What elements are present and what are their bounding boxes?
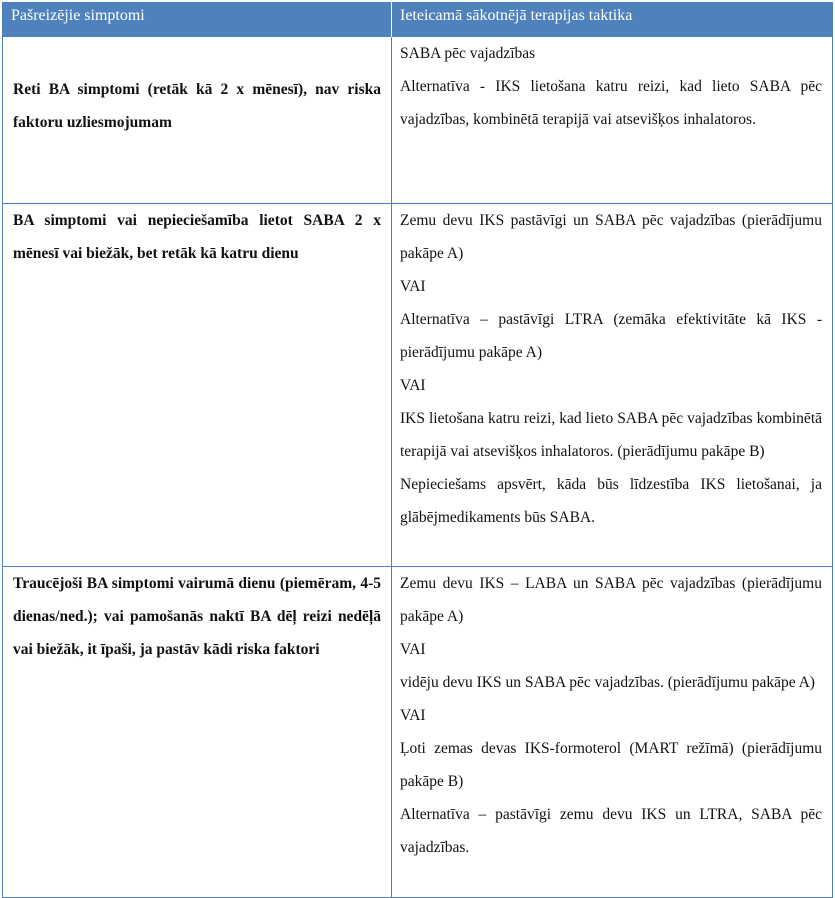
therapy-cell xyxy=(392,567,833,898)
header-current-symptoms: Pašreizējie simptomi xyxy=(3,3,392,37)
therapy-line: Alternatīva – pastāvīgi zemu devu IKS un LTRA, SABA pēc vajadzības. xyxy=(400,806,822,856)
therapy-or: VAI xyxy=(400,377,426,394)
therapy-table xyxy=(2,2,833,898)
symptoms-cell xyxy=(3,204,392,567)
table-row xyxy=(3,204,833,567)
therapy-or: VAI xyxy=(400,278,426,295)
therapy-cell xyxy=(392,37,833,204)
symptoms-cell xyxy=(3,567,392,898)
therapy-or: VAI xyxy=(400,641,426,658)
therapy-line: Alternatīva - IKS lietošana katru reizi, kad lieto SABA pēc vajadzības, kombinētā terapijā vai atsevišķos inhalatoros. xyxy=(400,78,822,128)
header-recommended-therapy: Ieteicamā sākotnējā terapijas taktika xyxy=(392,3,833,37)
symptoms-text: Reti BA simptomi (retāk kā 2 x mēnesī), nav riska faktoru uzliesmojumam xyxy=(13,81,381,131)
symptoms-cell xyxy=(3,37,392,204)
table-row xyxy=(3,567,833,898)
table-row xyxy=(3,37,833,204)
therapy-line: Zemu devu IKS pastāvīgi un SABA pēc vajadzības (pierādījumu pakāpe A) xyxy=(400,212,822,262)
table-header-row xyxy=(3,3,833,37)
symptoms-text: Traucējoši BA simptomi vairumā dienu (piemēram, 4-5 dienas/ned.); vai pamošanās naktī BA dēļ reizi nedēļā vai biežāk, it īpaši, ja pastāv kādi riska faktori xyxy=(13,575,381,658)
therapy-or: VAI xyxy=(400,707,426,724)
therapy-line: IKS lietošana katru reizi, kad lieto SABA pēc vajadzības kombinētā terapijā vai atsevišķos inhalatoros. (pierādījumu pakāpe B) xyxy=(400,410,822,460)
therapy-line: Alternatīva – pastāvīgi LTRA (zemāka efektivitāte kā IKS - pierādījumu pakāpe A) xyxy=(400,311,822,361)
therapy-cell xyxy=(392,204,833,567)
therapy-line: Zemu devu IKS – LABA un SABA pēc vajadzības (pierādījumu pakāpe A) xyxy=(400,575,822,625)
therapy-line: Ļoti zemas devas IKS-formoterol (MART režīmā) (pierādījumu pakāpe B) xyxy=(400,740,822,790)
therapy-line: vidēju devu IKS un SABA pēc vajadzības. (pierādījumu pakāpe A) xyxy=(400,674,815,691)
therapy-line: Nepieciešams apsvērt, kāda būs līdzestība IKS lietošanai, ja glābējmedikaments būs SABA. xyxy=(400,476,822,526)
therapy-line: SABA pēc vajadzības xyxy=(400,45,536,62)
symptoms-text: BA simptomi vai nepieciešamība lietot SABA 2 x mēnesī vai biežāk, bet retāk kā katru dienu xyxy=(13,212,381,262)
